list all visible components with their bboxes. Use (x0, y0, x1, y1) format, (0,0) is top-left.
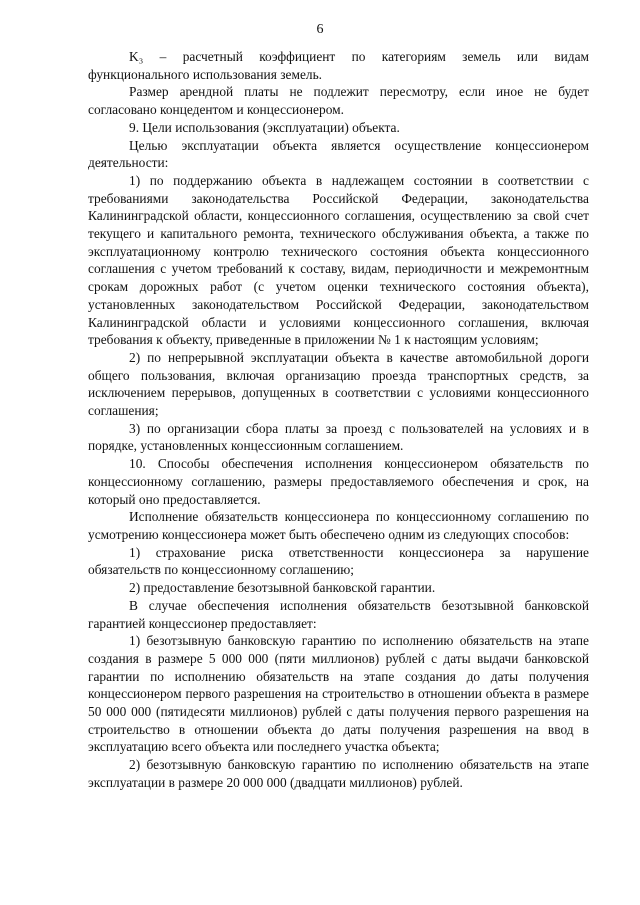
list-item-creation-stage-guarantee: 1) безотзывную банковскую гарантию по исполнению обязательств на этапе создания в размере 5 000 000 (пяти миллионов) рублей с даты выдачи банковской гарантии по исполнению обязательств на этапе создания до даты получения концессионером первого разрешения на строительство в отношении объекта в размере 50 000 000 (пятидесяти миллионов) рублей с даты получения первого разрешения на строительство в отношении объекта до даты получения разрешения на ввод в эксплуатацию всего объекта или последнего участка объекта; (88, 633, 589, 755)
document-body (88, 48, 589, 792)
list-item-continuous-operation: 2) по непрерывной эксплуатации объекта в качестве автомобильной дороги общего пользования, включая организацию проезда транспортных средств, за исключением перерывов, допущенных в соответствии с условиями концессионного соглашения; (88, 349, 589, 419)
paragraph-operation-purpose: Целью эксплуатации объекта является осуществление концессионером деятельности: (88, 137, 589, 171)
paragraph-security-methods: Исполнение обязательств концессионера по концессионному соглашению по усмотрению концессионера может быть обеспечено одним из следующих способов: (88, 509, 589, 542)
list-item-insurance: 1) страхование риска ответственности концессионера за нарушение обязательств по концессионному соглашению; (88, 544, 589, 578)
paragraph-guarantee-provision: В случае обеспечения исполнения обязательств безотзывной банковской гарантией концессионер предоставляет: (88, 597, 589, 631)
list-item-toll-collection: 3) по организации сбора платы за проезд с пользователей на условиях и в порядке, установленных концессионным соглашением. (88, 420, 589, 454)
paragraph-k3-coefficient: K₃ – расчетный коэффициент по категориям земель или видам функционального использования земель. (88, 49, 589, 82)
section-10-heading: 10. Способы обеспечения исполнения концессионером обязательств по концессионному соглашению, размеры предоставляемого обеспечения и срок, на который оно предоставляется. (88, 456, 589, 507)
paragraph-rent-no-revision: Размер арендной платы не подлежит пересмотру, если иное не будет согласовано концедентом и концессионером. (88, 84, 589, 118)
section-9-heading: 9. Цели использования (эксплуатации) объекта. (129, 119, 400, 135)
list-item-operation-stage-guarantee: 2) безотзывную банковскую гарантию по исполнению обязательств на этапе эксплуатации в размере 20 000 000 (двадцати миллионов) рублей. (88, 757, 589, 790)
page-number: 6 (316, 22, 324, 37)
list-item-maintenance: 1) по поддержанию объекта в надлежащем состоянии в соответствии с требованиями законодательства Российской Федерации, законодательства Калининградской области, концессионного соглашения, осуществлению за свой счет текущего и капитального ремонта, технического обслуживания объекта, а также по эксплуатационному контролю технического состояния объекта концессионного соглашения с учетом требований к составу, видам, периодичности и межремонтным срокам дорожных работ (с учетом оценки технического состояния объекта), установленных законодательством Российской Федерации, законодательством Калининградской области и условиями концессионного соглашения, включая требования к объекту, приведенные в приложении № 1 к настоящим условиям; (88, 172, 589, 348)
list-item-bank-guarantee: 2) предоставление безотзывной банковской гарантии. (129, 580, 436, 596)
